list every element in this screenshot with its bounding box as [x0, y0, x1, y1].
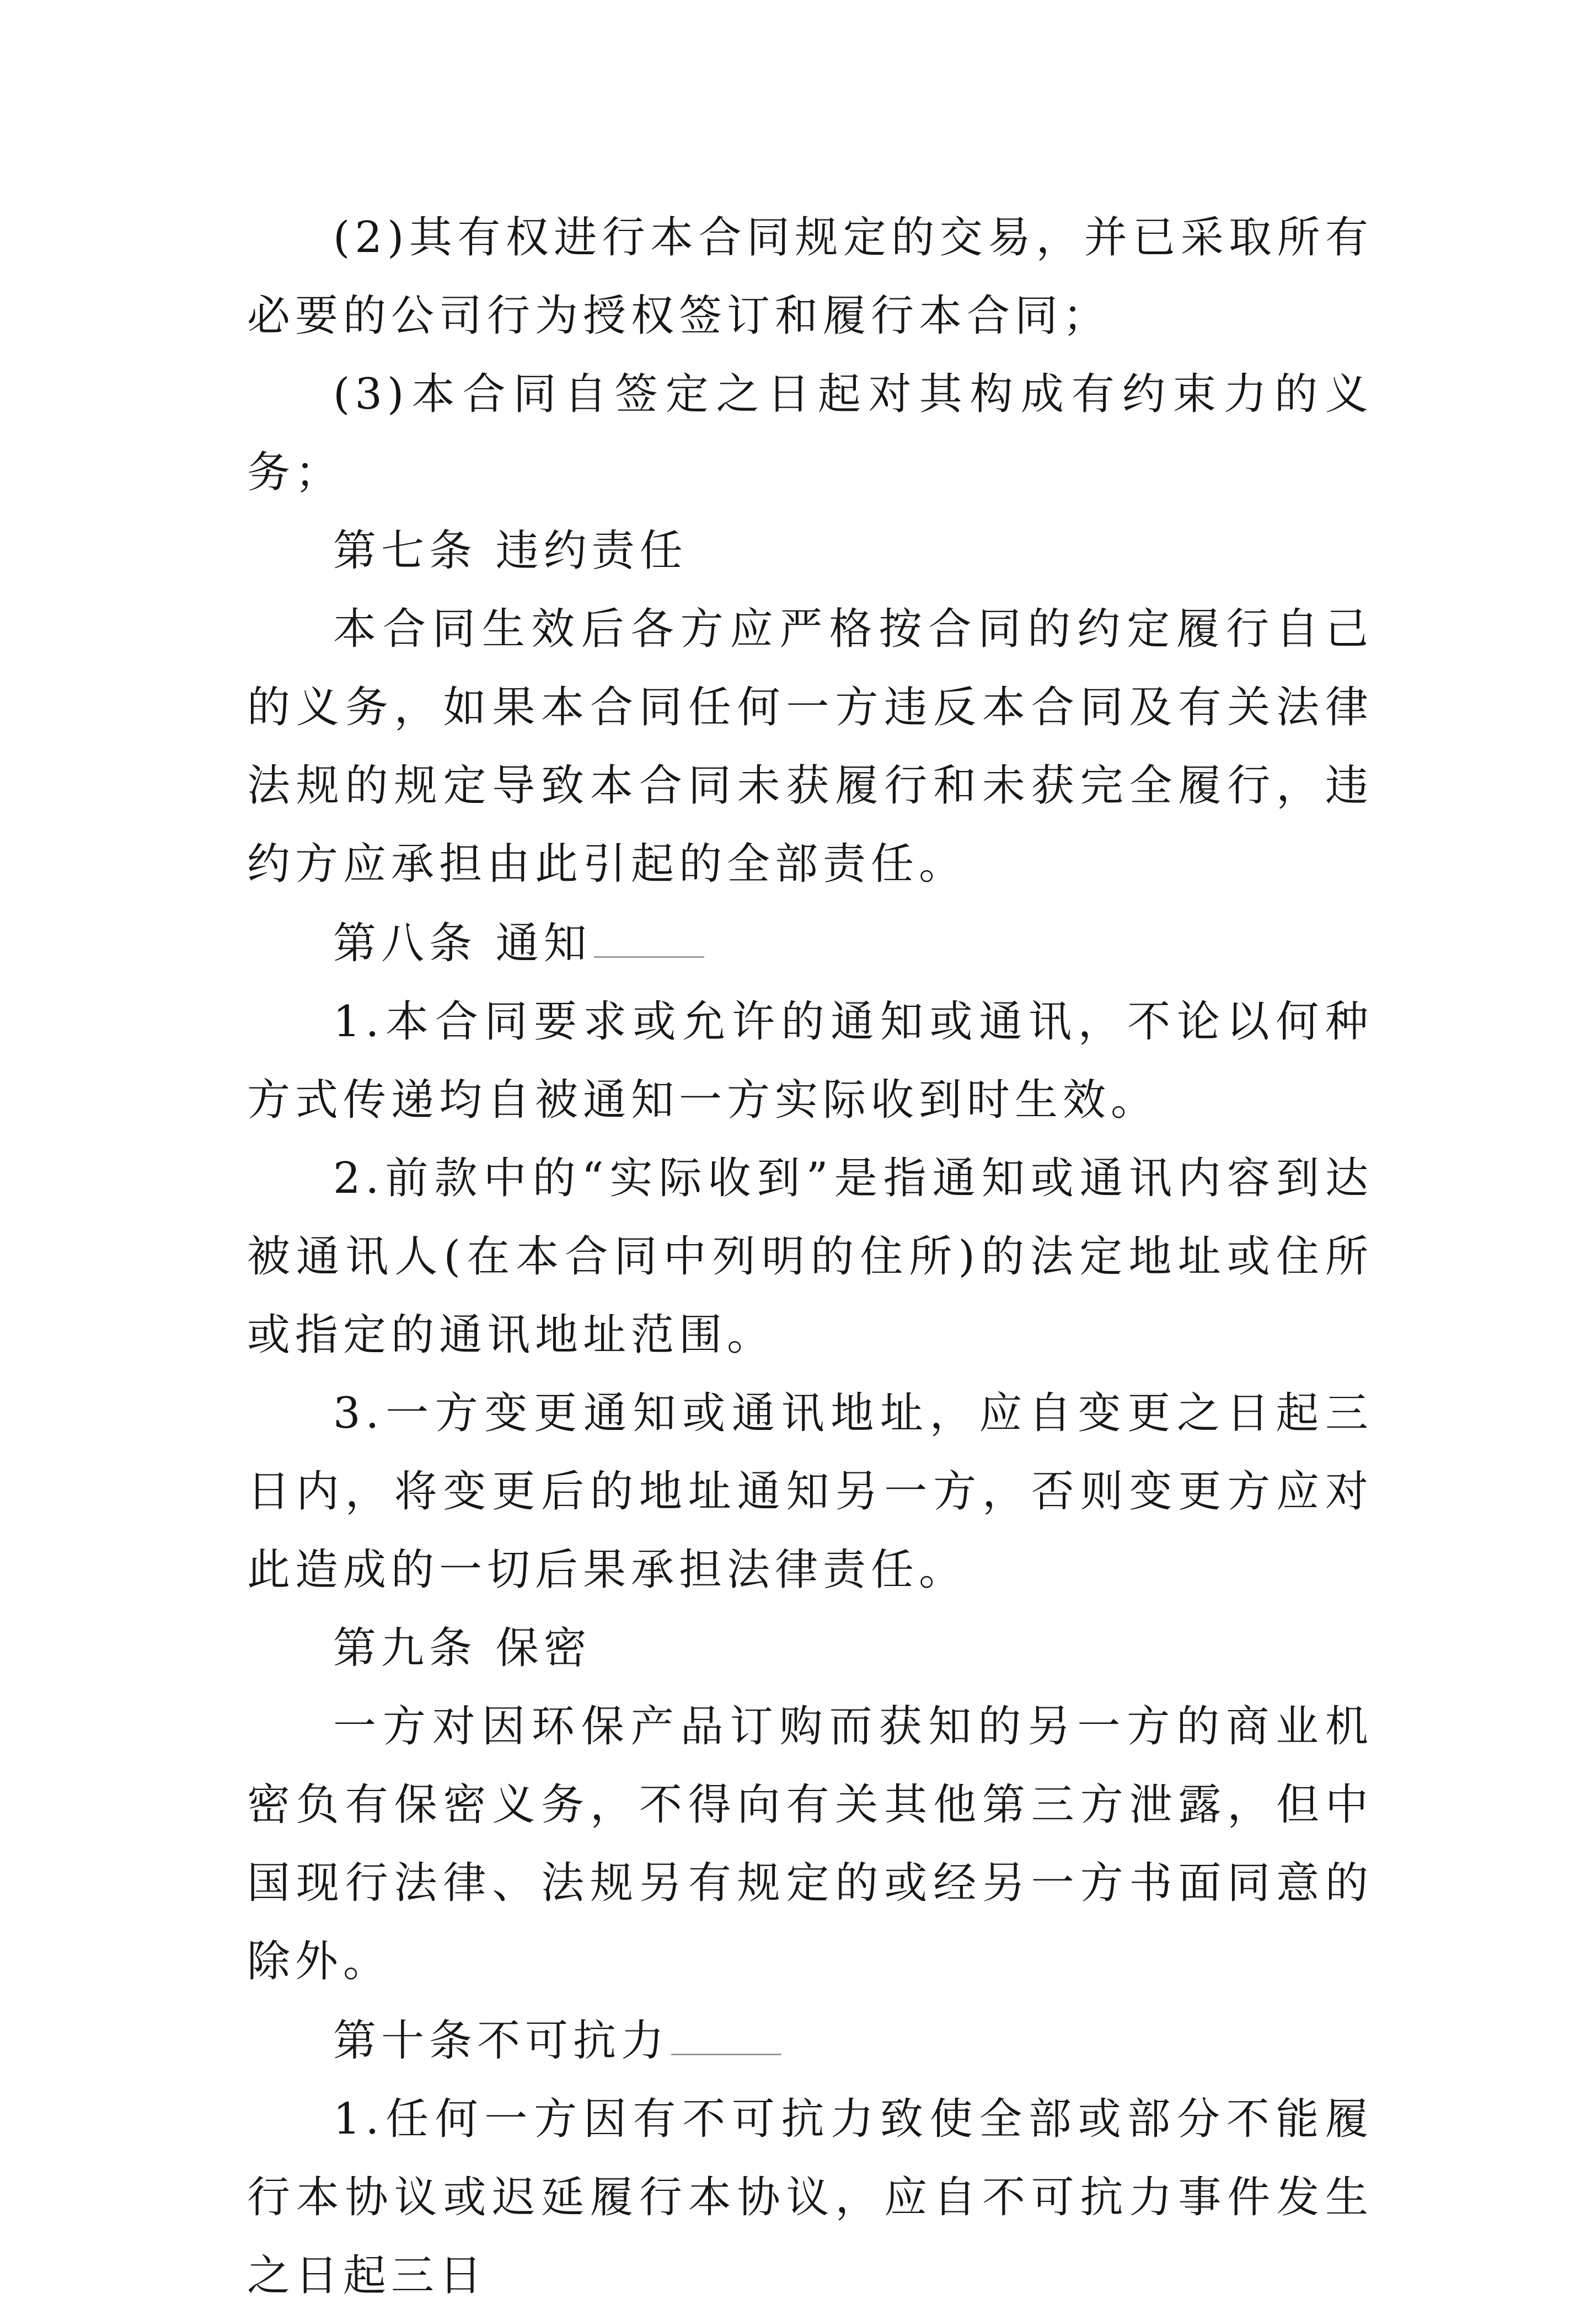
paragraph-confidentiality: 一方对因环保产品订购而获知的另一方的商业机密负有保密义务，不得向有关其他第三方泄露，但中国现行法律、法规另有规定的或经另一方书面同意的除外。 — [247, 1702, 1373, 1986]
heading-article-9-text: 第九条 保密 — [333, 1623, 592, 1673]
blank-line — [671, 2001, 781, 2055]
heading-article-9 — [247, 1609, 1373, 1687]
blank-line — [594, 903, 704, 958]
document-body — [247, 199, 1373, 2315]
paragraph-breach-liability: 本合同生效后各方应严格按合同的约定履行自己的义务，如果本合同任何一方违反本合同及有关法律法规的规定导致本合同未获履行和未获完全履行，违约方应承担由此引起的全部责任。 — [247, 604, 1373, 889]
paragraph-clause-2: (2)其有权进行本合同规定的交易，并已采取所有必要的公司行为授权签订和履行本合同； — [247, 213, 1373, 341]
heading-article-10 — [247, 2001, 1373, 2080]
paragraph-notice-3: 3.一方变更通知或通讯地址，应自变更之日起三日内，将变更后的地址通知另一方，否则变更方应对此造成的一切后果承担法律责任。 — [247, 1389, 1373, 1595]
heading-article-7-text: 第七条 违约责任 — [333, 526, 688, 576]
paragraph-notice-2: 2.前款中的“实际收到”是指通知或通讯内容到达被通讯人(在本合同中列明的住所)的法定地址或住所或指定的通讯地址范围。 — [247, 1154, 1373, 1360]
paragraph-notice-1: 1.本合同要求或允许的通知或通讯，不论以何种方式传递均自被通知一方实际收到时生效。 — [247, 997, 1373, 1125]
paragraph-clause-3: (3)本合同自签定之日起对其构成有约束力的义务； — [247, 369, 1373, 497]
heading-article-8 — [247, 903, 1373, 983]
heading-article-10-text: 第十条不可抗力 — [333, 2016, 670, 2066]
heading-article-8-text: 第八条 通知 — [333, 919, 592, 968]
paragraph-force-majeure-1: 1.任何一方因有不可抗力致使全部或部分不能履行本协议或迟延履行本协议，应自不可抗力事件发生之日起三日 — [247, 2094, 1373, 2301]
heading-article-7 — [247, 512, 1373, 590]
